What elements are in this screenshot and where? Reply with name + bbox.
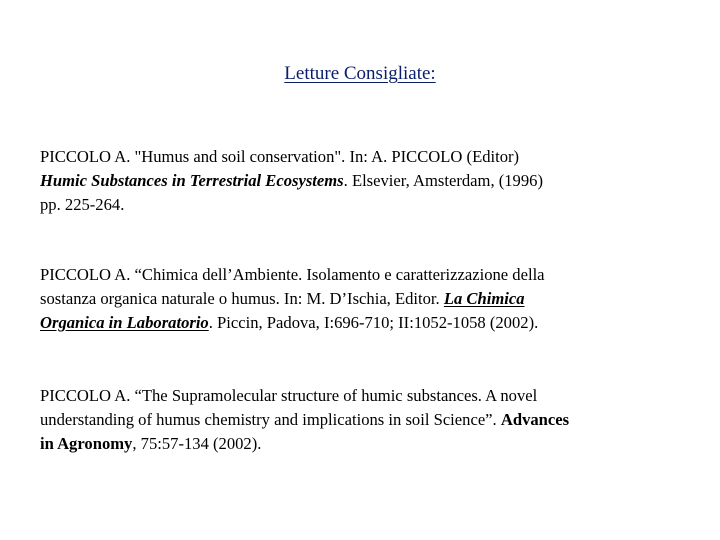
reference-1-book-title: Humic Substances in Terrestrial Ecosystems — [40, 171, 344, 190]
reference-1-publisher: . Elsevier, Amsterdam, (1996) — [343, 171, 543, 190]
reference-2-line-2 — [40, 287, 690, 311]
reference-2-line-2-text: sostanza organica naturale o humus. In: M. D’Ischia, Editor. — [40, 289, 444, 308]
reference-1 — [40, 145, 690, 217]
reference-2-publisher: . Piccin, Padova, I:696-710; II:1052-1058 (2002). — [208, 313, 539, 332]
reference-1-line-2 — [40, 169, 690, 193]
reference-3-line-1: PICCOLO A. “The Supramolecular structure of humic substances. A novel — [40, 386, 538, 405]
reference-3-volume: , 75:57-134 (2002). — [132, 434, 262, 453]
reference-3-line-2 — [40, 408, 690, 432]
reference-1-line-1: PICCOLO A. "Humus and soil conservation". In: A. PICCOLO (Editor) — [40, 147, 520, 166]
reference-2-book-title-part-2: Organica in Laboratorio — [40, 313, 209, 332]
slide-title — [0, 62, 720, 86]
reference-3-line-3 — [40, 432, 690, 456]
reference-2-line-1: PICCOLO A. “Chimica dell’Ambiente. Isolamento e caratterizzazione della — [40, 265, 545, 284]
reference-2-line-3 — [40, 311, 690, 335]
slide-title-text: Letture Consigliate: — [284, 63, 436, 84]
reference-2 — [40, 263, 690, 335]
reference-3-journal-part-2: in Agronomy — [40, 434, 133, 453]
reference-3-journal-part-1: Advances — [500, 410, 570, 429]
reference-1-line-3: pp. 225-264. — [40, 195, 125, 214]
reference-3-line-2-text: understanding of humus chemistry and implications in soil Science”. — [40, 410, 501, 429]
reference-2-book-title-part-1: La Chimica — [443, 289, 525, 308]
reference-3 — [40, 384, 690, 456]
